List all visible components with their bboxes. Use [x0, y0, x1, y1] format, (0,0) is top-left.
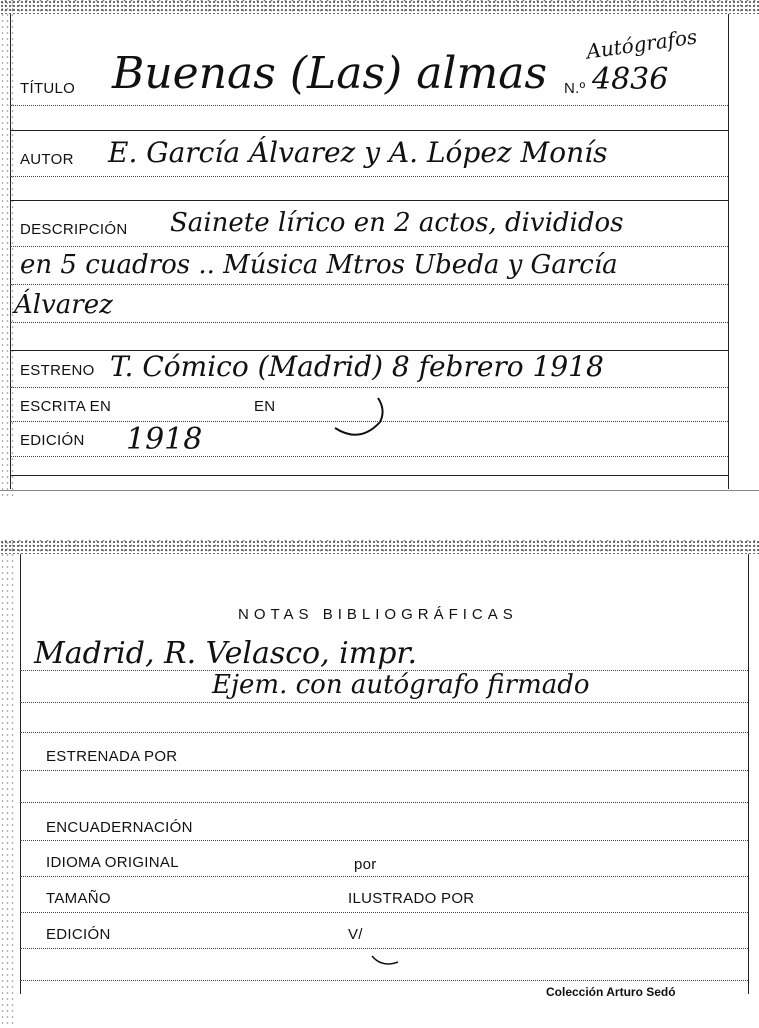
- edicion-back-label: EDICIÓN: [46, 926, 111, 943]
- ilustrado-por-label: ILUSTRADO POR: [348, 890, 475, 907]
- rule-descripcion-1: [10, 246, 728, 247]
- rule-estreno: [10, 387, 728, 388]
- edicion-label: EDICIÓN: [20, 432, 85, 449]
- catalog-card-back: [0, 540, 759, 1028]
- estreno-label: ESTRENO: [20, 362, 95, 379]
- escrita-en-label: ESCRITA EN: [20, 398, 112, 415]
- left-border: [20, 554, 21, 994]
- right-border: [748, 554, 749, 994]
- torn-edge-top: [0, 540, 759, 554]
- rule-tamano: [20, 912, 748, 913]
- rule-edicion-back: [20, 948, 748, 949]
- rule-descripcion-3: [10, 322, 728, 323]
- notas-heading: NOTAS BIBLIOGRÁFICAS: [238, 606, 518, 623]
- estreno-value: T. Cómico (Madrid) 8 febrero 1918: [110, 350, 604, 383]
- torn-edge-top: [0, 0, 759, 14]
- page-separator: [0, 490, 759, 491]
- collection-footer: Colección Arturo Sedó: [546, 985, 676, 999]
- autor-value: E. García Álvarez y A. López Monís: [108, 136, 608, 169]
- edicion-value: 1918: [126, 422, 203, 457]
- rule-titulo: [10, 105, 728, 106]
- rule-idioma: [20, 876, 748, 877]
- descripcion-line-3: Álvarez: [14, 290, 113, 320]
- catalog-card-front: [0, 0, 759, 500]
- titulo-label: TÍTULO: [20, 80, 76, 97]
- notas-line-2: Ejem. con autógrafo firmado: [212, 670, 590, 700]
- rule-descripcion-2: [10, 284, 728, 285]
- card-left-edge: [0, 0, 14, 500]
- descripcion-line-2: en 5 cuadros .. Música Mtros Ubeda y García: [20, 250, 618, 280]
- rule-encuadernacion: [20, 840, 748, 841]
- rule-edicion: [10, 456, 728, 457]
- v-label: V/: [348, 926, 363, 943]
- notas-line-1: Madrid, R. Velasco, impr.: [34, 636, 417, 671]
- rule-autor: [10, 176, 728, 177]
- rule-notas-2: [20, 702, 748, 703]
- left-border: [10, 14, 11, 489]
- tamano-label: TAMAÑO: [46, 890, 111, 907]
- right-border: [728, 14, 729, 489]
- card-bottom-border: [10, 475, 728, 476]
- rule-notas-3: [20, 732, 748, 733]
- rule-escrita-en: [10, 421, 728, 422]
- en-label: EN: [254, 398, 276, 415]
- autor-label: AUTOR: [20, 151, 74, 168]
- rule-section-1: [10, 130, 728, 131]
- card-left-edge: [0, 540, 14, 1028]
- rule-blank: [20, 802, 748, 803]
- encuadernacion-label: ENCUADERNACIÓN: [46, 819, 193, 836]
- stamp-arc: [368, 936, 408, 972]
- idioma-original-label: IDIOMA ORIGINAL: [46, 854, 179, 871]
- titulo-value: Buenas (Las) almas: [112, 48, 548, 99]
- stamp-arc: [330, 392, 390, 442]
- descripcion-label: DESCRIPCIÓN: [20, 221, 128, 238]
- rule-section-2: [10, 200, 728, 201]
- descripcion-line-1: Sainete lírico en 2 actos, divididos: [170, 208, 624, 238]
- por-label: por: [354, 856, 377, 873]
- numero-label: N.º: [564, 80, 586, 97]
- annotation-autografos: Autógrafos: [584, 24, 699, 64]
- numero-value: 4836: [592, 62, 669, 97]
- rule-estrenada: [20, 770, 748, 771]
- estrenada-por-label: ESTRENADA POR: [46, 748, 178, 765]
- rule-bottom: [20, 980, 748, 981]
